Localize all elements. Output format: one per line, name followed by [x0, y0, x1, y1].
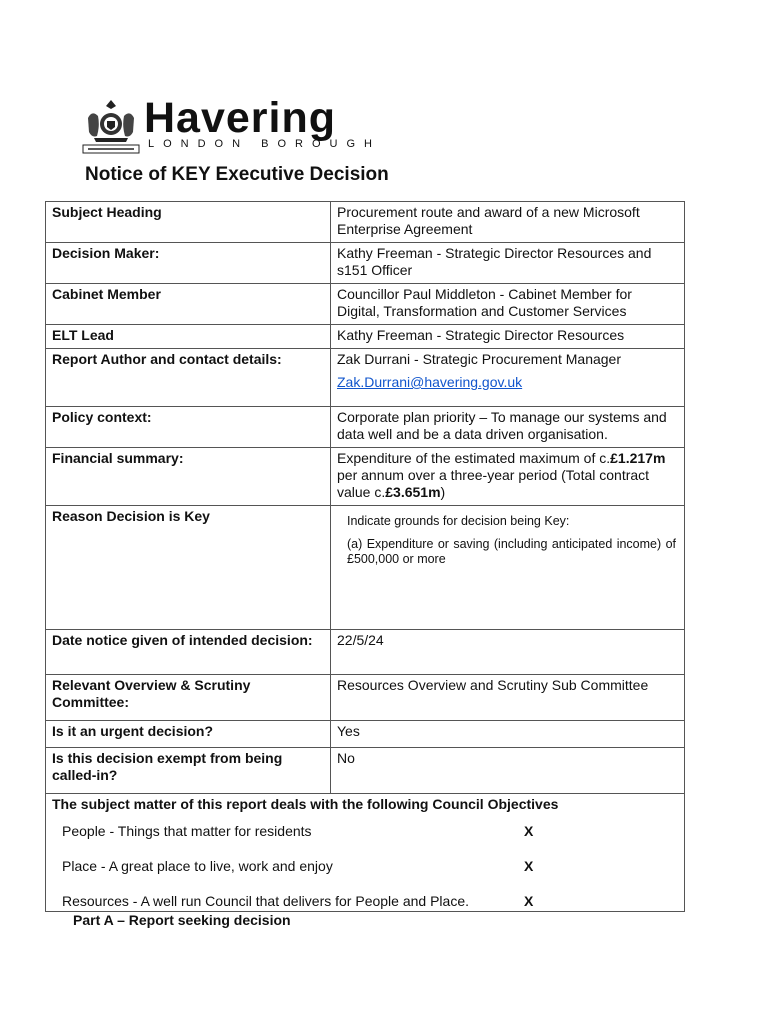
row-value	[331, 349, 685, 407]
objective-item	[52, 858, 678, 875]
table-row	[46, 630, 685, 675]
row-value: 22/5/24	[331, 630, 685, 675]
author-name: Zak Durrani - Strategic Procurement Manager	[337, 351, 621, 367]
havering-logo	[80, 96, 390, 156]
row-label: Cabinet Member	[46, 284, 331, 325]
table-row	[46, 284, 685, 325]
objective-text: Resources - A well run Council that delivers for People and Place.	[62, 893, 469, 909]
decision-table	[45, 201, 685, 912]
row-label: Policy context:	[46, 407, 331, 448]
row-value: Kathy Freeman - Strategic Director Resources and s151 Officer	[331, 243, 685, 284]
author-email-link[interactable]: Zak.Durrani@havering.gov.uk	[337, 374, 523, 390]
annual-amount: £1.217m	[610, 450, 666, 466]
table-row	[46, 675, 685, 721]
row-label: Is this decision exempt from being called-in?	[46, 748, 331, 794]
row-label: Report Author and contact details:	[46, 349, 331, 407]
row-value: Kathy Freeman - Strategic Director Resources	[331, 325, 685, 349]
row-value: Corporate plan priority – To manage our systems and data well and be a data driven organisation.	[331, 407, 685, 448]
logo-wordmark: Havering	[144, 94, 337, 142]
table-row	[46, 748, 685, 794]
row-label: Decision Maker:	[46, 243, 331, 284]
objectives-heading: The subject matter of this report deals with the following Council Objectives	[52, 796, 559, 812]
reason-intro: Indicate grounds for decision being Key:	[347, 514, 570, 528]
table-row	[46, 506, 685, 630]
row-value: No	[331, 748, 685, 794]
row-value	[331, 448, 685, 506]
objective-item	[52, 893, 678, 910]
row-label: Subject Heading	[46, 202, 331, 243]
objectives-cell	[46, 794, 685, 912]
table-row	[46, 349, 685, 407]
row-label: Financial summary:	[46, 448, 331, 506]
row-value	[331, 506, 685, 630]
row-value: Procurement route and award of a new Microsoft Enterprise Agreement	[331, 202, 685, 243]
table-row	[46, 325, 685, 349]
objective-text: People - Things that matter for residents	[62, 823, 312, 839]
table-row	[46, 407, 685, 448]
row-label: Is it an urgent decision?	[46, 721, 331, 748]
logo-subtitle: LONDON BOROUGH	[148, 138, 381, 150]
financial-text: )	[440, 484, 446, 500]
table-row	[46, 794, 685, 912]
page-title: Notice of KEY Executive Decision	[85, 164, 389, 185]
table-row	[46, 721, 685, 748]
borough-crest-icon	[80, 96, 142, 156]
row-label: Date notice given of intended decision:	[46, 630, 331, 675]
total-amount: £3.651m	[385, 484, 441, 500]
financial-text: Expenditure of the estimated maximum of c.	[337, 450, 611, 466]
row-label: Reason Decision is Key	[46, 506, 331, 630]
objective-mark: X	[524, 858, 534, 874]
reason-box	[337, 508, 678, 567]
table-row	[46, 243, 685, 284]
table-row	[46, 448, 685, 506]
row-value: Yes	[331, 721, 685, 748]
table-row	[46, 202, 685, 243]
objective-mark: X	[524, 823, 534, 839]
reason-ground: (a) Expenditure or saving (including anticipated income) of £500,000 or more	[347, 537, 676, 566]
objective-mark: X	[524, 893, 534, 909]
row-label: Relevant Overview & Scrutiny Committee:	[46, 675, 331, 721]
financial-text: per annum over a three-year period (Total contract value c.	[337, 467, 650, 500]
row-value: Councillor Paul Middleton - Cabinet Member for Digital, Transformation and Customer Services	[331, 284, 685, 325]
part-a-heading: Part A – Report seeking decision	[73, 912, 291, 928]
objective-text: Place - A great place to live, work and enjoy	[62, 858, 333, 874]
objective-item	[52, 823, 678, 840]
row-label: ELT Lead	[46, 325, 331, 349]
row-value: Resources Overview and Scrutiny Sub Committee	[331, 675, 685, 721]
